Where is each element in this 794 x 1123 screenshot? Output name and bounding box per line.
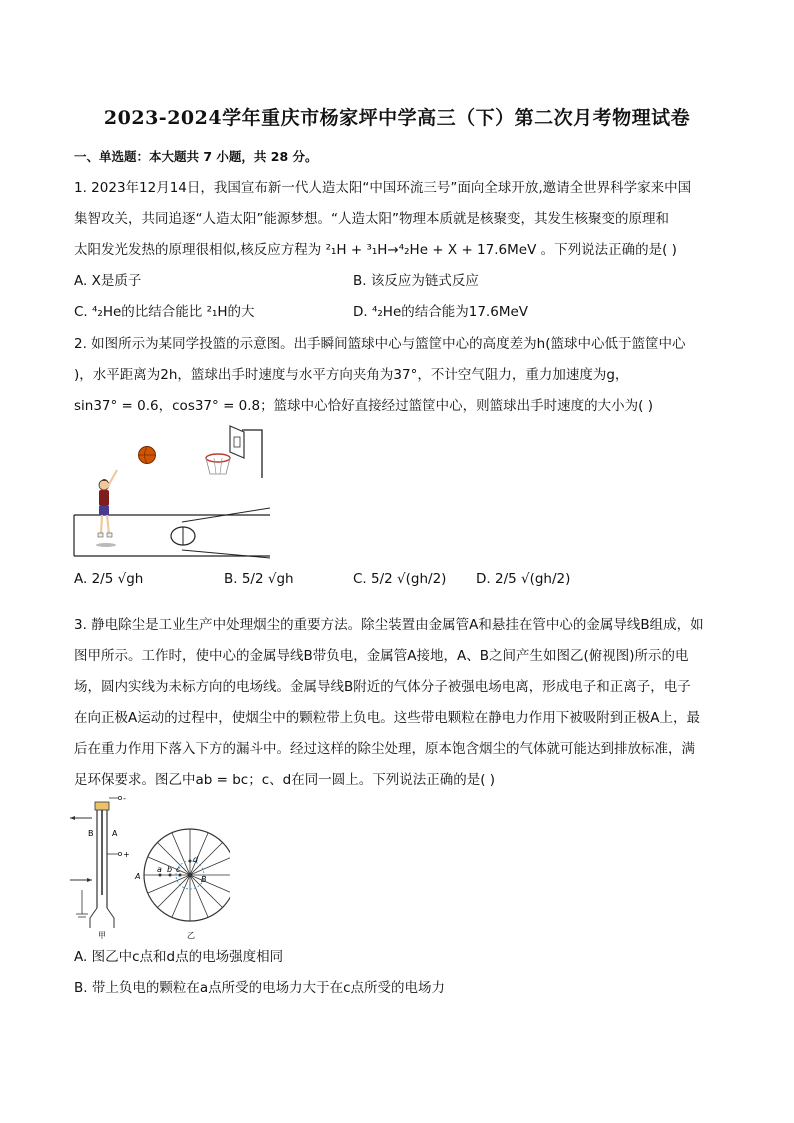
- page-title: 2023-2024学年重庆市杨家坪中学高三（下）第二次月考物理试卷: [103, 107, 691, 129]
- fig-point-b: b: [167, 865, 173, 874]
- fig-circle-b-label: B: [201, 875, 207, 884]
- fig-yi-label: 乙: [187, 931, 195, 940]
- q3-option-a[interactable]: A. 图乙中c点和d点的电场强度相同: [74, 949, 284, 965]
- q2-line-2: )，水平距离为2h，篮球出手时速度与水平方向夹角为37°，不计空气阻力，重力加速度为g，: [74, 367, 629, 383]
- q2-option-a-text: A. 2/5 √gh: [74, 571, 144, 587]
- q2-option-b-text: B. 5/2 √gh: [224, 571, 294, 587]
- q2-option-d[interactable]: [476, 571, 570, 587]
- q2-line-3: sin37° = 0.6，cos37° = 0.8；篮球中心恰好直接经过篮筐中心，则篮球出手时速度的大小为( ): [74, 398, 653, 414]
- q2-option-c[interactable]: [353, 571, 446, 587]
- q3-line-3: 场，圆内实线为未标方向的电场线。金属导线B附近的气体分子被强电场电离，形成电子和正离子，电子: [74, 679, 691, 695]
- basketball-figure: [72, 418, 272, 568]
- fig-jia-label: 甲: [98, 931, 106, 940]
- fig-point-d: d: [193, 855, 199, 864]
- q1-option-d[interactable]: D. ⁴₂He的结合能为17.6MeV: [353, 304, 529, 320]
- q3-line-2: 图甲所示。工作时，使中心的金属导线B带负电，金属管A接地，A、B之间产生如图乙(俯视图)所示的电: [74, 648, 689, 664]
- fig-wire-label: B: [88, 829, 94, 838]
- q3-line-4: 在向正极A运动的过程中，使烟尘中的颗粒带上负电。这些带电颗粒在静电力作用下被吸附到正极A上，最: [74, 710, 700, 726]
- q2-line-1: 2. 如图所示为某同学投篮的示意图。出手瞬间篮球中心与篮筐中心的高度差为h(篮球中心低于篮筐中心: [74, 336, 686, 352]
- q3-option-b[interactable]: B. 带上负电的颗粒在a点所受的电场力大于在c点所受的电场力: [74, 980, 446, 996]
- q1-line-2: 集智攻关，共同追逐“人造太阳”能源梦想。“人造太阳”物理本质就是核聚变，其发生核聚变的原理和: [74, 211, 669, 227]
- fig-tube-label: A: [112, 829, 118, 838]
- precipitator-figure: [60, 790, 230, 940]
- fig-plus-label: +: [123, 850, 130, 859]
- q2-option-c-text: C. 5/2 √(gh/2): [353, 571, 447, 587]
- q3-line-1: 3. 静电除尘是工业生产中处理烟尘的重要方法。除尘装置由金属管A和悬挂在管中心的金属导线B组成，如: [74, 617, 704, 633]
- q2-option-b[interactable]: [224, 571, 294, 587]
- q1-line-3: 太阳发光发热的原理很相似,核反应方程为 ²₁H + ³₁H→⁴₂He + X + 17.6MeV 。下列说法正确的是( ): [74, 242, 677, 258]
- fig-point-a: a: [157, 865, 162, 874]
- fig-point-c: c: [176, 865, 181, 874]
- q2-option-d-text: D. 2/5 √(gh/2): [476, 571, 571, 587]
- q1-line-1: 1. 2023年12月14日，我国宣布新一代人造太阳“中国环流三号”面向全球开放,邀请全世界科学家来中国: [74, 180, 692, 196]
- section-heading: 一、单选题：本大题共 7 小题，共 28 分。: [74, 149, 318, 164]
- fig-circle-a-label: A: [135, 872, 141, 881]
- q1-option-a[interactable]: A. X是质子: [74, 273, 142, 289]
- q3-line-6: 足环保要求。图乙中ab = bc；c、d在同一圆上。下列说法正确的是( ): [74, 772, 496, 788]
- q1-option-c[interactable]: C. ⁴₂He的比结合能比 ²₁H的大: [74, 304, 255, 320]
- fig-minus-label: -: [123, 794, 126, 803]
- q1-option-b[interactable]: B. 该反应为链式反应: [353, 273, 479, 289]
- q2-option-a[interactable]: [74, 571, 143, 587]
- q3-line-5: 后在重力作用下落入下方的漏斗中。经过这样的除尘处理，原本饱含烟尘的气体就可能达到排放标准，满: [74, 741, 695, 757]
